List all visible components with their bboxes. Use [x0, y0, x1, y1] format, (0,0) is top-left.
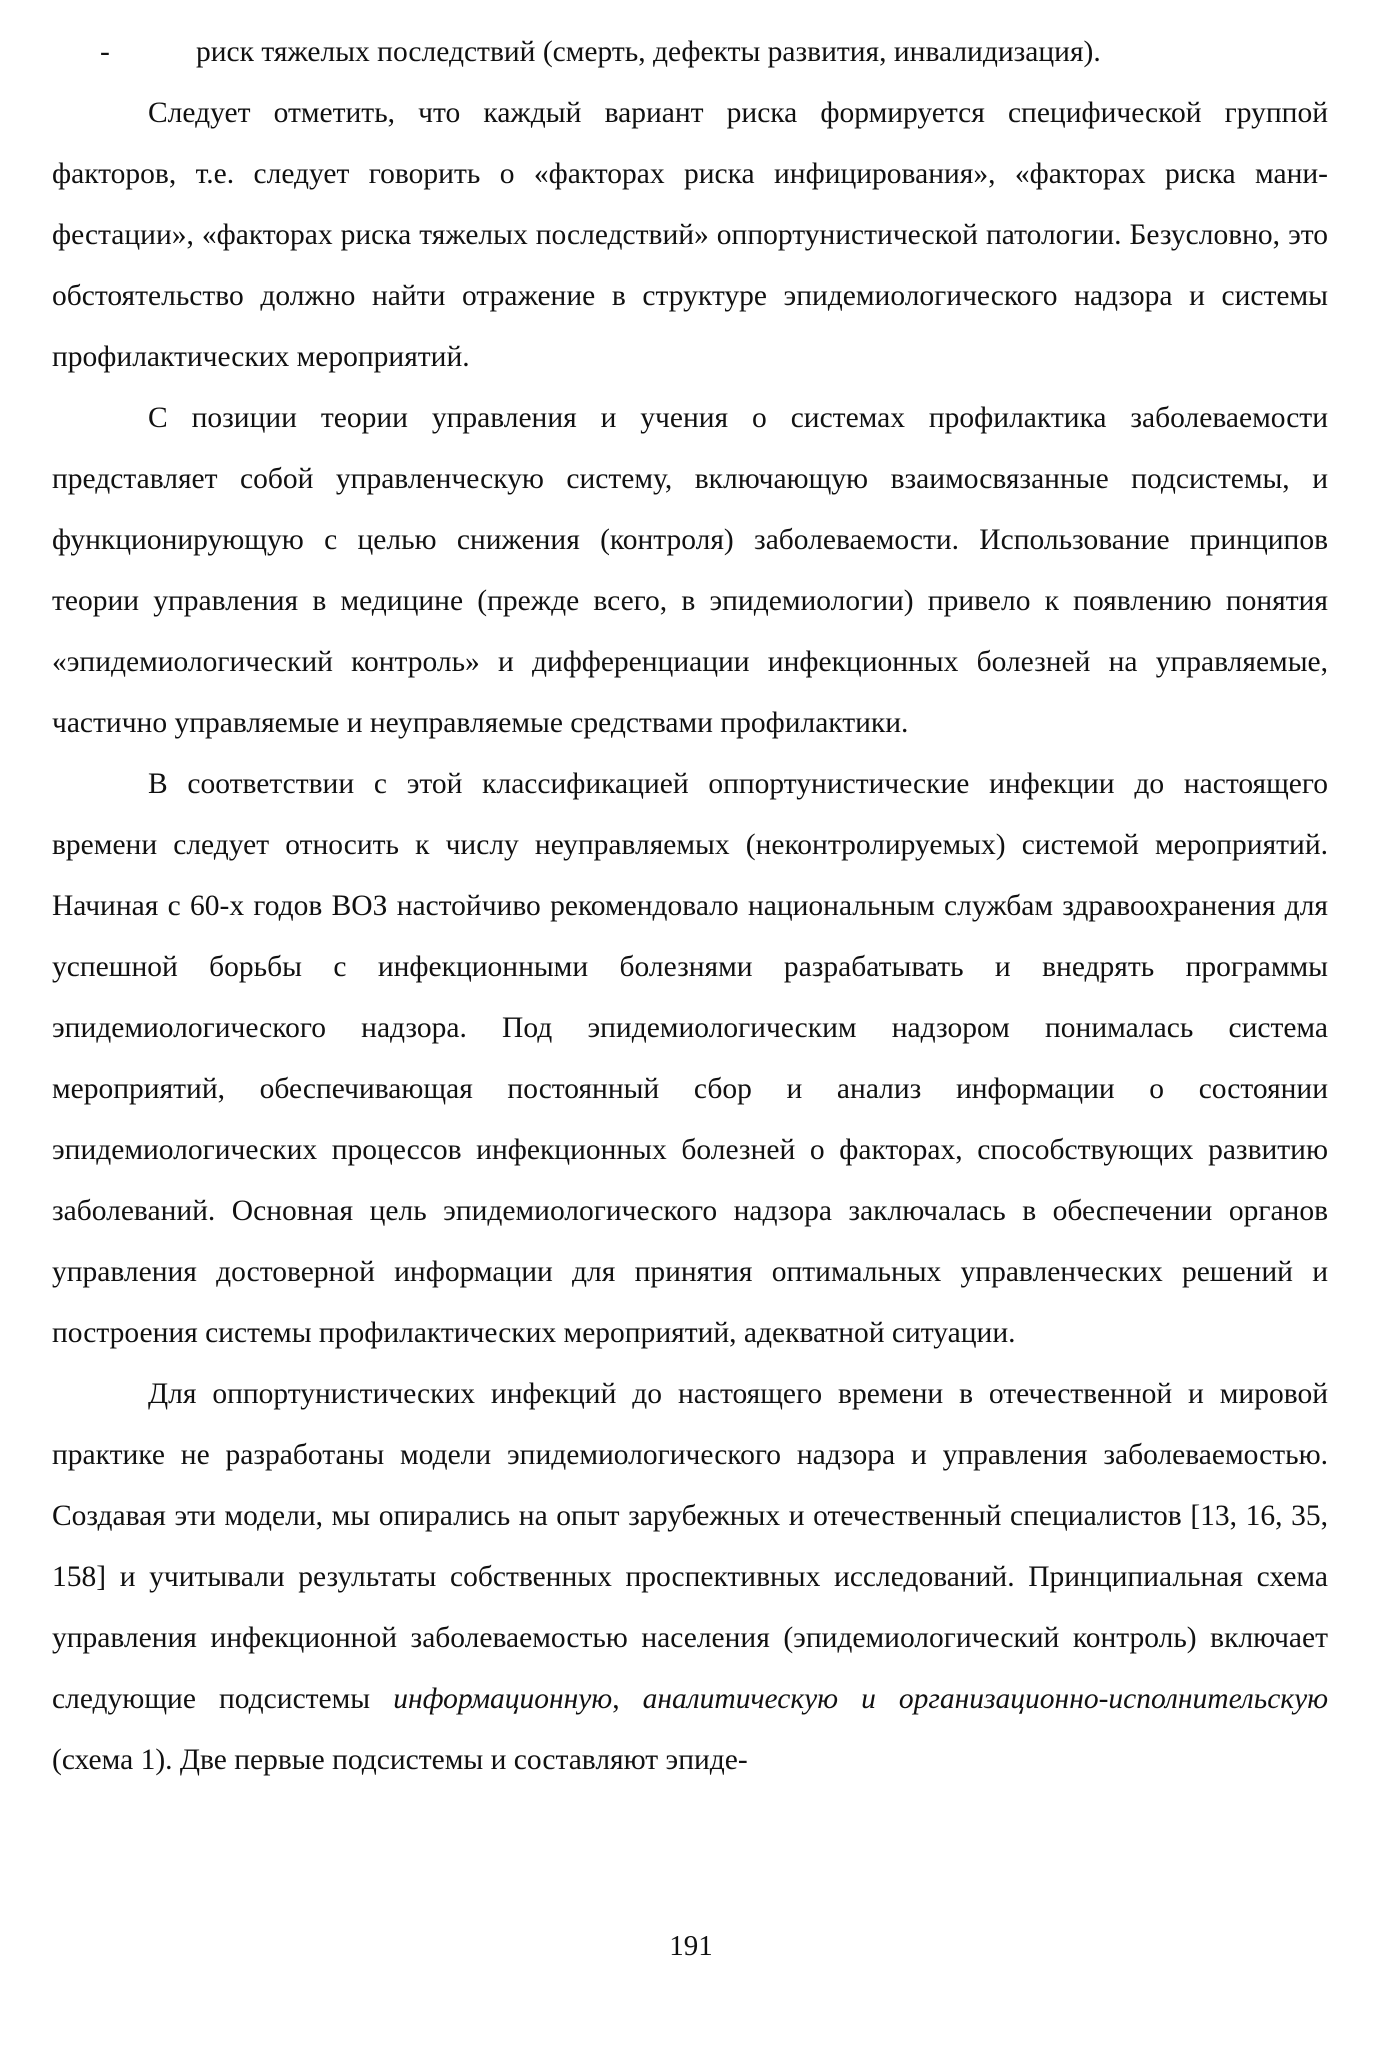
bullet-text: риск тяжелых последствий (смерть, дефекты развития, инвалидизация).: [196, 36, 1101, 68]
paragraph-surveillance-tail: (схема 1). Две первые подсистемы и составляют эпиде-: [52, 1744, 748, 1776]
paragraph-classification: В соответствии с этой классификацией оппортунистические инфекции до настоящего времени следует относить к числу неуправляемых (неконтролируемых) системой мероприятий. Начиная с 60-х годов ВОЗ настойчиво рекомендовало национальным службам здравоохранения для успешной борьбы с инфекционными болезнями разрабатывать и внедрять программы эпидемиологического надзора. Под эпидемиологическим надзором понималась система мероприятий, обеспечивающая постоянный сбор и анализ информации о состоянии эпидемиологических процессов инфекционных болезней о факторах, способствующих развитию заболеваний. Основная цель эпидемиологического надзора заключалась в обеспечении органов управления достоверной информации для принятия оптимальных управленческих решений и построения системы профилактических мероприятий, адекватной ситуации.: [52, 768, 1328, 1349]
text-body: [52, 22, 1328, 1791]
bullet-item: [52, 22, 1328, 83]
paragraph-surveillance-separator: ,: [612, 1683, 643, 1715]
page-number: 191: [669, 1930, 713, 1962]
paragraph-risk-factors: Следует отметить, что каждый вариант риска формируется специфической группой факторов, т.е. следует говорить о «факторах риска инфицирования», «факторах риска манифестации», «факторах риска тяжелых последствий» оппортунистической патологии. Безусловно, это обстоятельство должно найти отражение в структуре эпидемиологического надзора и системы профилактических мероприятий.: [52, 97, 1328, 373]
emphasis-informational: информационную: [393, 1683, 613, 1715]
emphasis-analytical-organizational: аналитическую и организационно-исполнительскую: [642, 1683, 1328, 1715]
paragraph-surveillance-models: [52, 1364, 1328, 1791]
paragraph-management-theory: С позиции теории управления и учения о системах профилактика заболеваемости представляет собой управленческую систему, включающую взаимосвязанные подсистемы, и функционирующую с целью снижения (контроля) заболеваемости. Использование принципов теории управления в медицине (прежде всего, в эпидемиологии) привело к появлению понятия «эпидемиологический контроль» и дифференциации инфекционных болезней на управляемые, частично управляемые и неуправляемые средствами профилактики.: [52, 402, 1328, 739]
paragraph-surveillance-lead: Для оппортунистических инфекций до настоящего времени в отечественной и мировой практике не разработаны модели эпидемиологического надзора и управления заболеваемостью. Создавая эти модели, мы опирались на опыт зарубежных и отечественный специалистов [13, 16, 35, 158] и учитывали результаты собственных проспективных исследований. Принципиальная схема управления инфекционной заболеваемостью населения (эпидемиологический контроль) включает следующие подсистемы: [52, 1378, 1328, 1715]
bullet-dash: -: [100, 36, 110, 68]
